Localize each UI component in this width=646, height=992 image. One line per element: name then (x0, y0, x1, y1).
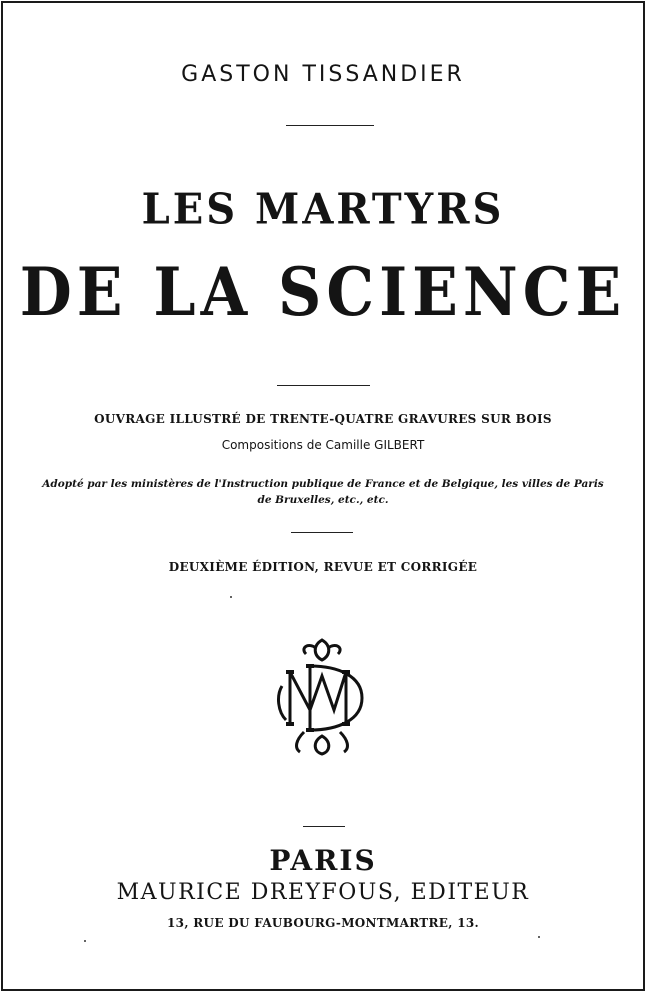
divider-rule (277, 385, 370, 386)
author-name: GASTON TISSANDIER (181, 62, 465, 87)
divider-rule (303, 826, 345, 827)
print-speck (538, 936, 540, 938)
title-line-1: LES MARTYRS (141, 184, 505, 235)
divider-rule (286, 125, 374, 126)
imprint-publisher: MAURICE DREYFOUS, EDITEUR (116, 880, 530, 905)
publisher-monogram-icon (276, 636, 368, 756)
subtitle: OUVRAGE ILLUSTRÉ DE TRENTE-QUATRE GRAVURES SUR BOIS (94, 412, 552, 426)
print-speck (84, 940, 86, 942)
imprint-address: 13, RUE DU FAUBOURG-MONTMARTRE, 13. (167, 916, 479, 930)
adoption-note (0, 476, 646, 508)
illustrator-credit: Compositions de Camille GILBERT (221, 438, 425, 452)
edition-statement: DEUXIÈME ÉDITION, REVUE ET CORRIGÉE (168, 560, 478, 574)
print-speck (230, 596, 232, 598)
adoption-line-1: Adopté par les ministères de l'Instruction publique de France et de Belgique, les villes de Paris (42, 478, 604, 490)
title-line-2: DE LA SCIENCE (19, 254, 627, 332)
divider-rule (291, 532, 353, 533)
imprint-place: PARIS (269, 844, 377, 877)
adoption-line-2: de Bruxelles, etc., etc. (257, 494, 389, 506)
